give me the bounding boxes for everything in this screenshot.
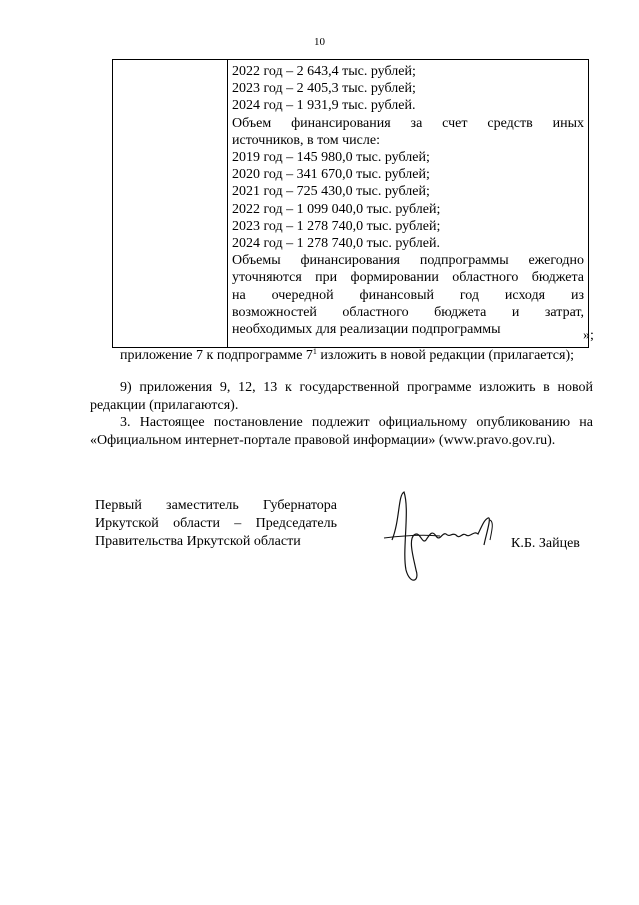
financing-line: 2024 год – 1 278 740,0 тыс. рублей.: [232, 236, 440, 252]
signatory-title: [95, 497, 337, 551]
superscript-one: 1: [312, 347, 317, 356]
financing-note-line: на очередной финансовый год исходя из: [232, 287, 584, 303]
paragraph-appendix-7-text-cont: изложить в новой редакции (прилагается);: [316, 348, 575, 363]
financing-line: 2023 год – 1 278 740,0 тыс. рублей;: [232, 218, 441, 234]
other-sources-heading: Объем финансирования за счет средств иных: [232, 115, 584, 131]
table-left-cell: [113, 60, 228, 348]
table-right-cell: [228, 60, 589, 348]
financing-line: 2021 год – 725 430,0 тыс. рублей;: [232, 184, 430, 200]
financing-line: 2022 год – 2 643,4 тыс. рублей;: [232, 64, 416, 79]
financing-note-line: Объемы финансирования подпрограммы ежегодно: [232, 253, 584, 269]
paragraph-item-3: 3. Настоящее постановление подлежит официальному опубликованию на «Официальном интернет-портале правовой информации» (www.pravo.gov.ru).: [90, 415, 593, 448]
signatory-title-line: Первый заместитель Губернатора: [95, 498, 337, 513]
table-closing-quote: »;: [583, 328, 594, 343]
paragraph-appendix-7: [90, 343, 593, 365]
financing-table: [112, 59, 589, 348]
signatory-title-line: Иркутской области – Председатель: [95, 516, 337, 531]
page-number: 10: [314, 36, 325, 48]
financing-note-line: необходимых для реализации подпрограммы: [232, 322, 501, 338]
financing-line: 2024 год – 1 931,9 тыс. рублей.: [232, 98, 416, 114]
financing-line: 2020 год – 341 670,0 тыс. рублей;: [232, 167, 430, 183]
paragraph-appendix-7-text: приложение 7 к подпрограмме 7: [120, 348, 313, 363]
signatory-title-line: Правительства Иркутской области: [95, 534, 301, 549]
paragraph-item-9: 9) приложения 9, 12, 13 к государственной программе изложить в новой редакции (прилагаются).: [90, 380, 593, 413]
financing-note-line: возможностей областного бюджета и затрат,: [232, 304, 584, 320]
financing-note-line: уточняются при формировании областного бюджета: [232, 270, 584, 286]
financing-line: 2023 год – 2 405,3 тыс. рублей;: [232, 81, 416, 97]
signatory-name: К.Б. Зайцев: [511, 536, 580, 551]
financing-line: 2019 год – 145 980,0 тыс. рублей;: [232, 150, 430, 166]
other-sources-heading-cont: источников, в том числе:: [232, 132, 380, 148]
financing-line: 2022 год – 1 099 040,0 тыс. рублей;: [232, 201, 441, 217]
handwritten-signature: [380, 490, 510, 590]
